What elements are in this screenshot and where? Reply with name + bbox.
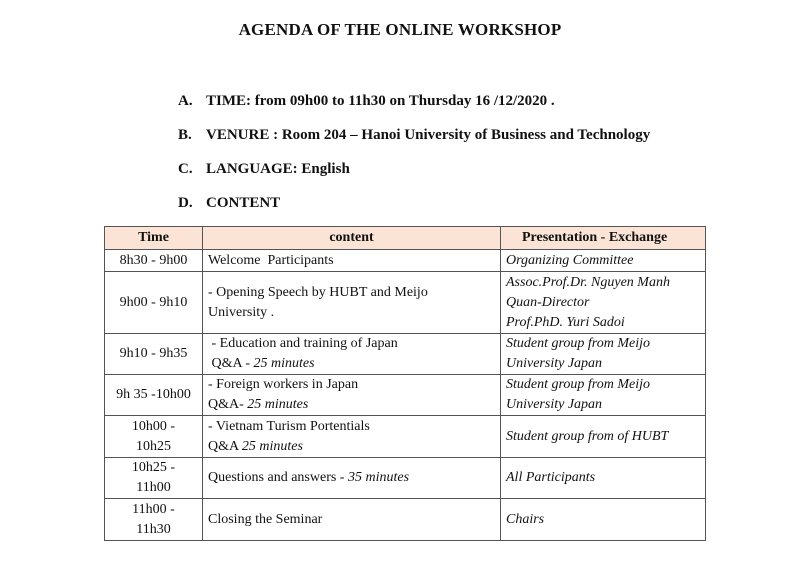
content-text: Q&A [208,438,242,454]
time-text: 11h00 [136,480,171,495]
info-letter: A. [178,93,193,109]
presenter-cell [501,458,706,499]
content-line [208,395,495,415]
content-line [208,417,495,437]
content-text: Welcome Participants [208,252,334,268]
content-text: - Opening Speech by HUBT and Meijo [208,284,428,300]
time-text: 8h30 - 9h00 [119,252,188,268]
content-line [208,375,495,395]
info-venue [178,127,650,144]
content-text: Q&A- [208,397,248,412]
content-text: - Education and training of Japan [208,336,398,351]
info-text: TIME: from 09h00 to 11h30 on Thursday 16 /12/2020 . [206,93,555,109]
content-line [208,510,495,530]
presenter-cell [501,416,706,458]
header-content: content [203,227,501,250]
presenter-text: Student group from Meijo [506,377,651,392]
time-cell [105,375,203,416]
time-text: 11h00 - [132,501,175,517]
content-line [208,334,495,354]
content-cell [203,272,501,334]
time-text: 10h25 [136,438,171,454]
info-text: LANGUAGE: English [206,161,350,177]
content-line [208,251,495,271]
presenter-cell [501,250,706,272]
content-text: Q&A - [208,356,254,371]
info-letter: C. [178,161,193,177]
duration-text: 25 minutes [241,438,303,454]
table-row [105,334,706,375]
time-text: 9h 35 -10h00 [116,387,191,402]
presenter-text: Student group from Meijo [506,336,651,351]
content-cell [203,416,501,458]
table-row [105,458,706,499]
agenda-table [104,226,706,541]
time-text: 9h10 - 9h35 [119,346,188,361]
content-cell [203,499,501,541]
presenter-cell [501,499,706,541]
info-content [178,195,280,212]
info-language [178,161,350,178]
table-row [105,375,706,416]
presenter-cell [501,375,706,416]
time-cell [105,272,203,334]
time-text: 10h00 - [131,418,176,434]
header-presentation: Presentation - Exchange [501,227,706,250]
table-header-row [105,227,706,250]
time-text: 11h30 [136,521,171,537]
presenter-text: University Japan [506,356,603,371]
content-text: University . [208,304,275,320]
content-line [208,437,495,457]
content-line [208,468,495,488]
duration-text: 25 minutes [247,397,309,412]
table-row [105,416,706,458]
time-cell [105,416,203,458]
presenter-text: Organizing Committee [506,252,634,268]
time-cell [105,250,203,272]
table-row [105,250,706,272]
time-text: 10h25 - [131,460,176,475]
time-cell [105,334,203,375]
content-text: Questions and answers - [208,470,348,485]
info-time [178,93,555,110]
presenter-cell [501,272,706,334]
presenter-cell [501,334,706,375]
time-text: 9h00 - 9h10 [119,294,188,310]
content-cell [203,458,501,499]
info-text: VENURE : Room 204 – Hanoi University of Business and Technology [206,127,651,143]
content-cell [203,375,501,416]
agenda-body [105,250,706,541]
presenter-text: Assoc.Prof.Dr. Nguyen Manh [506,274,670,290]
content-text: Closing the Seminar [208,511,323,527]
table-row [105,272,706,334]
content-line [208,303,495,323]
content-cell [203,334,501,375]
header-time: Time [105,227,203,250]
presenter-text: All Participants [506,470,596,485]
presenter-text: Prof.PhD. Yuri Sadoi [506,314,625,330]
time-cell [105,458,203,499]
presenter-text: Quan-Director [506,294,590,310]
content-line [208,354,495,374]
presenter-text: University Japan [506,397,603,412]
content-cell [203,250,501,272]
content-text: - Vietnam Turism Portentials [208,418,370,434]
duration-text: 25 minutes [253,356,315,371]
presenter-text: Chairs [506,511,545,527]
presenter-text: Student group from of HUBT [506,428,669,444]
table-row [105,499,706,541]
info-letter: B. [178,127,192,143]
content-text: - Foreign workers in Japan [208,377,359,392]
document-title: AGENDA OF THE ONLINE WORKSHOP [238,20,562,39]
info-letter: D. [178,195,193,211]
duration-text: 35 minutes [347,470,410,485]
content-line [208,283,495,303]
time-cell [105,499,203,541]
info-text: CONTENT [206,195,281,211]
